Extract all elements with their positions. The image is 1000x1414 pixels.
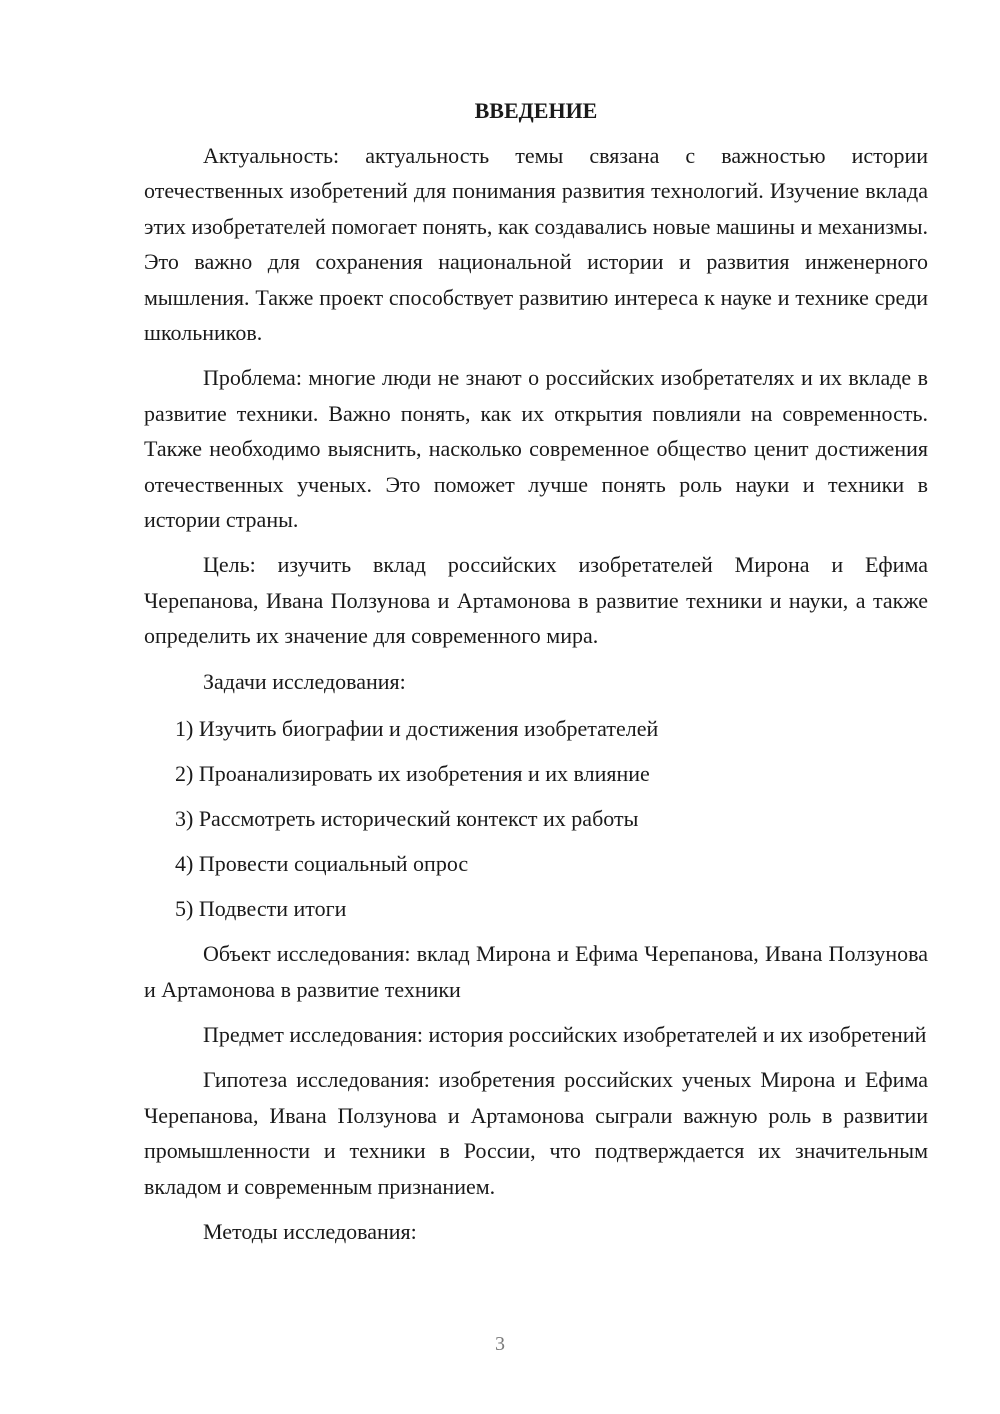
tasks-heading: Задачи исследования: xyxy=(203,668,406,694)
paragraph-hypothesis: Гипотеза исследования: изобретения российских ученых Мирона и Ефима Черепанова, Ивана Ползунова и Артамонова сыграли важную роль в развитии промышленности и техники в России, что подтверждается их значительным вкладом и современным признанием. xyxy=(144,1067,928,1199)
paragraph-relevance: Актуальность: актуальность темы связана с важностью истории отечественных изобретений для понимания развития технологий. Изучение вклада этих изобретателей помогает понять, как создавались новые машины и механизмы. Это важно для сохранения национальной истории и развития инженерного мышления. Также проект способствует развитию интереса к науке и технике среди школьников. xyxy=(144,143,928,346)
paragraph-problem: Проблема: многие люди не знают о российских изобретателях и их вкладе в развитие техники. Важно понять, как их открытия повлияли на современность. Также необходимо выяснить, насколько современное общество ценит достижения отечественных ученых. Это поможет лучше понять роль науки и техники в истории страны. xyxy=(144,365,928,533)
task-item: 5) Подвести итоги xyxy=(175,896,347,922)
paragraph-goal: Цель: изучить вклад российских изобретателей Мирона и Ефима Черепанова, Ивана Ползунова и Артамонова в развитие техники и науки, а также определить их значение для современного мира. xyxy=(144,552,928,649)
task-item: 1) Изучить биографии и достижения изобретателей xyxy=(175,716,659,742)
tasks-list xyxy=(144,711,928,926)
page-number: 3 xyxy=(495,1333,505,1355)
methods-heading: Методы исследования: xyxy=(203,1218,417,1244)
paragraph-object: Объект исследования: вклад Мирона и Ефима Черепанова, Ивана Ползунова и Артамонова в развитие техники xyxy=(144,941,928,1002)
section-title: ВВЕДЕНИЕ xyxy=(474,98,598,123)
task-item: 2) Проанализировать их изобретения и их влияние xyxy=(175,761,650,787)
document-page xyxy=(144,96,928,1259)
paragraph-subject: Предмет исследования: история российских изобретателей и их изобретений xyxy=(203,1021,927,1047)
task-item: 3) Рассмотреть исторический контекст их работы xyxy=(175,806,639,832)
task-item: 4) Провести социальный опрос xyxy=(175,851,469,877)
